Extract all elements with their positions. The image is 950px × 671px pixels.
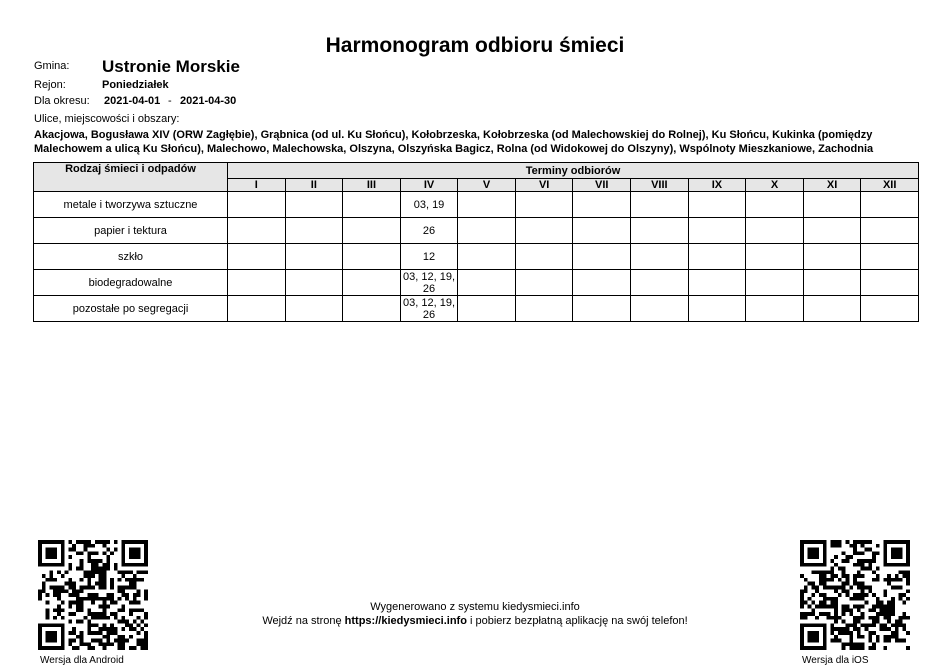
pickup-dates-cell [861, 192, 919, 218]
pickup-dates-cell: 12 [400, 244, 458, 270]
footer-cta [0, 615, 950, 627]
gmina-label: Gmina: [34, 60, 70, 72]
pickup-dates-cell [228, 218, 286, 244]
pickup-dates-cell [228, 244, 286, 270]
pickup-dates-cell [861, 270, 919, 296]
pickup-dates-cell [515, 296, 573, 322]
pickup-dates-cell [803, 244, 861, 270]
pickup-dates-cell [458, 244, 516, 270]
pickup-dates-cell [688, 296, 746, 322]
page-title: Harmonogram odbioru śmieci [325, 34, 625, 57]
waste-type-cell: szkło [34, 244, 228, 270]
pickup-dates-cell [228, 296, 286, 322]
pickup-dates-cell [228, 192, 286, 218]
pickup-dates-cell [285, 244, 343, 270]
pickup-dates-cell [803, 270, 861, 296]
streets-list: Akacjowa, Bogusława XIV (ORW Zagłębie), Grąbnica (od ul. Ku Słońcu), Kołobrzeska, Kołobrzeska (od Malechowskiej do Rolnej), Ku Słońcu, Kukinka (pomiędzy Malechowem a ulicą Ku Słońcu), Malechowo, Malechowska, Olszyna, Olszyńska Bagicz, Rolna (od Widokowej do Olszyny), Wspólnoty Mieszkaniowe, Zachodnia [34, 129, 874, 155]
pickup-dates-cell [343, 244, 401, 270]
footer-cta-pre: Wejdź na stronę [262, 615, 342, 627]
month-header: III [343, 179, 401, 192]
table-row [34, 218, 919, 244]
month-header: XII [861, 179, 919, 192]
pickup-dates-cell [515, 192, 573, 218]
month-header: X [746, 179, 804, 192]
pickup-dates-cell [573, 244, 631, 270]
pickup-dates-cell [515, 270, 573, 296]
footer-cta-post: i pobierz bezpłatną aplikację na swój telefon! [469, 615, 688, 627]
android-qr-code [38, 540, 148, 650]
pickup-dates-cell [285, 218, 343, 244]
waste-type-cell: biodegradowalne [34, 270, 228, 296]
pickup-dates-cell [343, 192, 401, 218]
pickup-dates-cell [631, 270, 689, 296]
pickup-dates-cell [688, 192, 746, 218]
android-qr-caption: Wersja dla Android [40, 655, 124, 666]
footer-link[interactable]: https://kiedysmieci.info [344, 615, 467, 627]
pickup-dates-cell [746, 192, 804, 218]
month-header: I [228, 179, 286, 192]
month-header: VI [515, 179, 573, 192]
okres-from: 2021-04-01 [104, 95, 161, 107]
col-dates-header: Terminy odbiorów [228, 163, 919, 179]
ios-qr-code [800, 540, 910, 650]
pickup-dates-cell [285, 270, 343, 296]
pickup-dates-cell [343, 270, 401, 296]
pickup-dates-cell [803, 296, 861, 322]
pickup-dates-cell [573, 192, 631, 218]
waste-type-cell: metale i tworzywa sztuczne [34, 192, 228, 218]
pickup-dates-cell [343, 218, 401, 244]
month-header: V [458, 179, 516, 192]
pickup-dates-cell [861, 244, 919, 270]
pickup-dates-cell [803, 192, 861, 218]
pickup-dates-cell: 03, 19 [400, 192, 458, 218]
pickup-dates-cell [573, 218, 631, 244]
pickup-dates-cell [631, 218, 689, 244]
okres-to: 2021-04-30 [180, 95, 237, 107]
pickup-dates-cell [515, 218, 573, 244]
rejon-value: Poniedziałek [102, 79, 169, 91]
pickup-dates-cell [458, 218, 516, 244]
pickup-dates-cell [861, 296, 919, 322]
pickup-dates-cell [228, 270, 286, 296]
pickup-dates-cell [515, 244, 573, 270]
pickup-dates-cell: 03, 12, 19, 26 [400, 270, 458, 296]
table-row [34, 270, 919, 296]
pickup-dates-cell [343, 296, 401, 322]
pickup-dates-cell [285, 296, 343, 322]
pickup-dates-cell: 03, 12, 19, 26 [400, 296, 458, 322]
table-row [34, 192, 919, 218]
pickup-dates-cell [861, 218, 919, 244]
rejon-label: Rejon: [34, 79, 66, 91]
pickup-dates-cell [746, 270, 804, 296]
pickup-dates-cell [631, 296, 689, 322]
table-row [34, 244, 919, 270]
pickup-dates-cell [631, 192, 689, 218]
pickup-dates-cell [688, 218, 746, 244]
col-type-header: Rodzaj śmieci i odpadów [34, 163, 228, 192]
footer-generated: Wygenerowano z systemu kiedysmieci.info [370, 601, 580, 613]
waste-type-cell: pozostałe po segregacji [34, 296, 228, 322]
pickup-dates-cell: 26 [400, 218, 458, 244]
month-header: IX [688, 179, 746, 192]
month-header: XI [803, 179, 861, 192]
pickup-dates-cell [458, 192, 516, 218]
pickup-dates-cell [458, 296, 516, 322]
pickup-dates-cell [458, 270, 516, 296]
month-header: VIII [631, 179, 689, 192]
table-row [34, 296, 919, 322]
pickup-dates-cell [285, 192, 343, 218]
pickup-dates-cell [573, 296, 631, 322]
gmina-value: Ustronie Morskie [102, 57, 240, 76]
waste-type-cell: papier i tektura [34, 218, 228, 244]
pickup-dates-cell [631, 244, 689, 270]
pickup-dates-cell [746, 296, 804, 322]
okres-separator: - [168, 95, 172, 107]
month-header: II [285, 179, 343, 192]
month-header: VII [573, 179, 631, 192]
month-header: IV [400, 179, 458, 192]
pickup-dates-cell [746, 244, 804, 270]
ulice-label: Ulice, miejscowości i obszary: [34, 113, 180, 125]
pickup-dates-cell [688, 244, 746, 270]
ios-qr-caption: Wersja dla iOS [802, 655, 869, 666]
schedule-table [33, 162, 919, 322]
pickup-dates-cell [688, 270, 746, 296]
pickup-dates-cell [746, 218, 804, 244]
pickup-dates-cell [803, 218, 861, 244]
okres-label: Dla okresu: [34, 95, 90, 107]
pickup-dates-cell [573, 270, 631, 296]
